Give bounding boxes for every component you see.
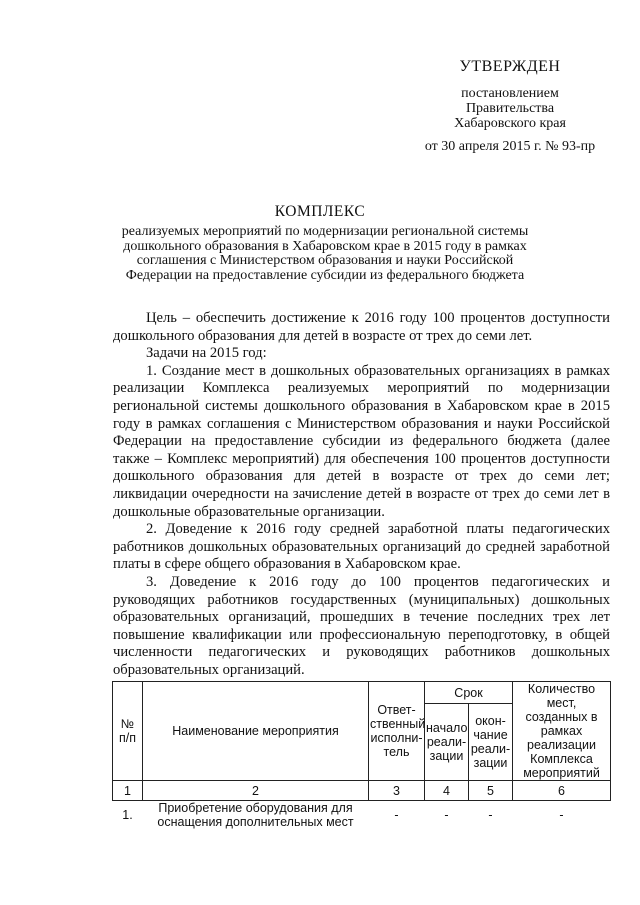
- approval-line-2: Правительства: [465, 101, 555, 116]
- approval-line-3: Хабаровского края: [454, 116, 566, 131]
- row-end: -: [488, 808, 493, 822]
- document-title: КОМПЛЕКС: [274, 203, 366, 220]
- row-start: -: [444, 808, 449, 822]
- row-places: -: [559, 808, 564, 822]
- header-name: Наименование мероприятия: [143, 682, 369, 781]
- approval-line-1: постановлением: [461, 86, 559, 101]
- approval-date: от 30 апреля 2015 г. № 93-пр: [424, 139, 596, 154]
- header-term: Срок: [425, 682, 513, 704]
- header-num: № п/п: [113, 682, 143, 781]
- tasks-heading: Задачи на 2015 год:: [146, 345, 267, 362]
- goal-paragraph: Цель – обеспечить достижение к 2016 году 100 процентов доступности дошкольного образования для детей в возрасте от трех до семи лет.: [113, 310, 610, 344]
- approval-heading: УТВЕРЖДЕН: [459, 58, 561, 75]
- table-row: [113, 801, 611, 830]
- row-num: 1.: [122, 808, 133, 822]
- col-number: 3: [369, 781, 425, 801]
- header-end: окон-чание реали-зации: [469, 704, 513, 781]
- col-number: 1: [113, 781, 143, 801]
- task-3-paragraph: 3. Доведение к 2016 году до 100 процентов педагогических и руководящих работников государственных (муниципальных) дошкольных образовательных организаций, прошедших в течение последних трех лет повышение квалификации или профессиональную переподготовку, в общей численности педагогических и руководящих работников дошкольных образовательных организаций.: [113, 573, 610, 678]
- approval-stamp: [400, 58, 620, 155]
- header-start: начало реали-зации: [425, 704, 469, 781]
- header-places: Количество мест, созданных в рамках реализации Комплекса мероприятий: [513, 682, 611, 781]
- document-body: [113, 310, 610, 679]
- task-2-paragraph: 2. Доведение к 2016 году средней заработной платы педагогических работников дошкольных образовательных организаций до средней заработной платы в сфере общего образования в Хабаровском крае.: [113, 521, 610, 573]
- row-name: Приобретение оборудования для оснащения дополнительных мест: [157, 801, 354, 829]
- col-number: 6: [513, 781, 611, 801]
- col-number: 2: [143, 781, 369, 801]
- col-number: 4: [425, 781, 469, 801]
- row-executor: -: [394, 808, 399, 822]
- document-subtitle: реализуемых мероприятий по модернизации региональной системы дошкольного образования в Хабаровском крае в 2015 году в рамках соглашения с Министерством образования и науки Российской Федерации на предоставление субсидии из федерального бюджета: [121, 224, 529, 283]
- activities-table: [112, 681, 611, 829]
- header-executor: Ответ-ственный исполни-тель: [369, 682, 425, 781]
- col-number: 5: [469, 781, 513, 801]
- task-1-paragraph: 1. Создание мест в дошкольных образовательных организациях в рамках реализации Комплекса реализуемых мероприятий по модернизации региональной системы дошкольного образования в Хабаровском крае в 2015 году в рамках соглашения с Министерством образования и науки Российской Федерации на предоставление субсидии из федерального бюджета (далее также – Комплекс мероприятий) для обеспечения 100 процентов доступности дошкольного образования для детей в возрасте от трех до семи лет; ликвидации очередности на зачисление детей в возрасте от трех до семи лет в дошкольные образовательные организации.: [113, 362, 610, 520]
